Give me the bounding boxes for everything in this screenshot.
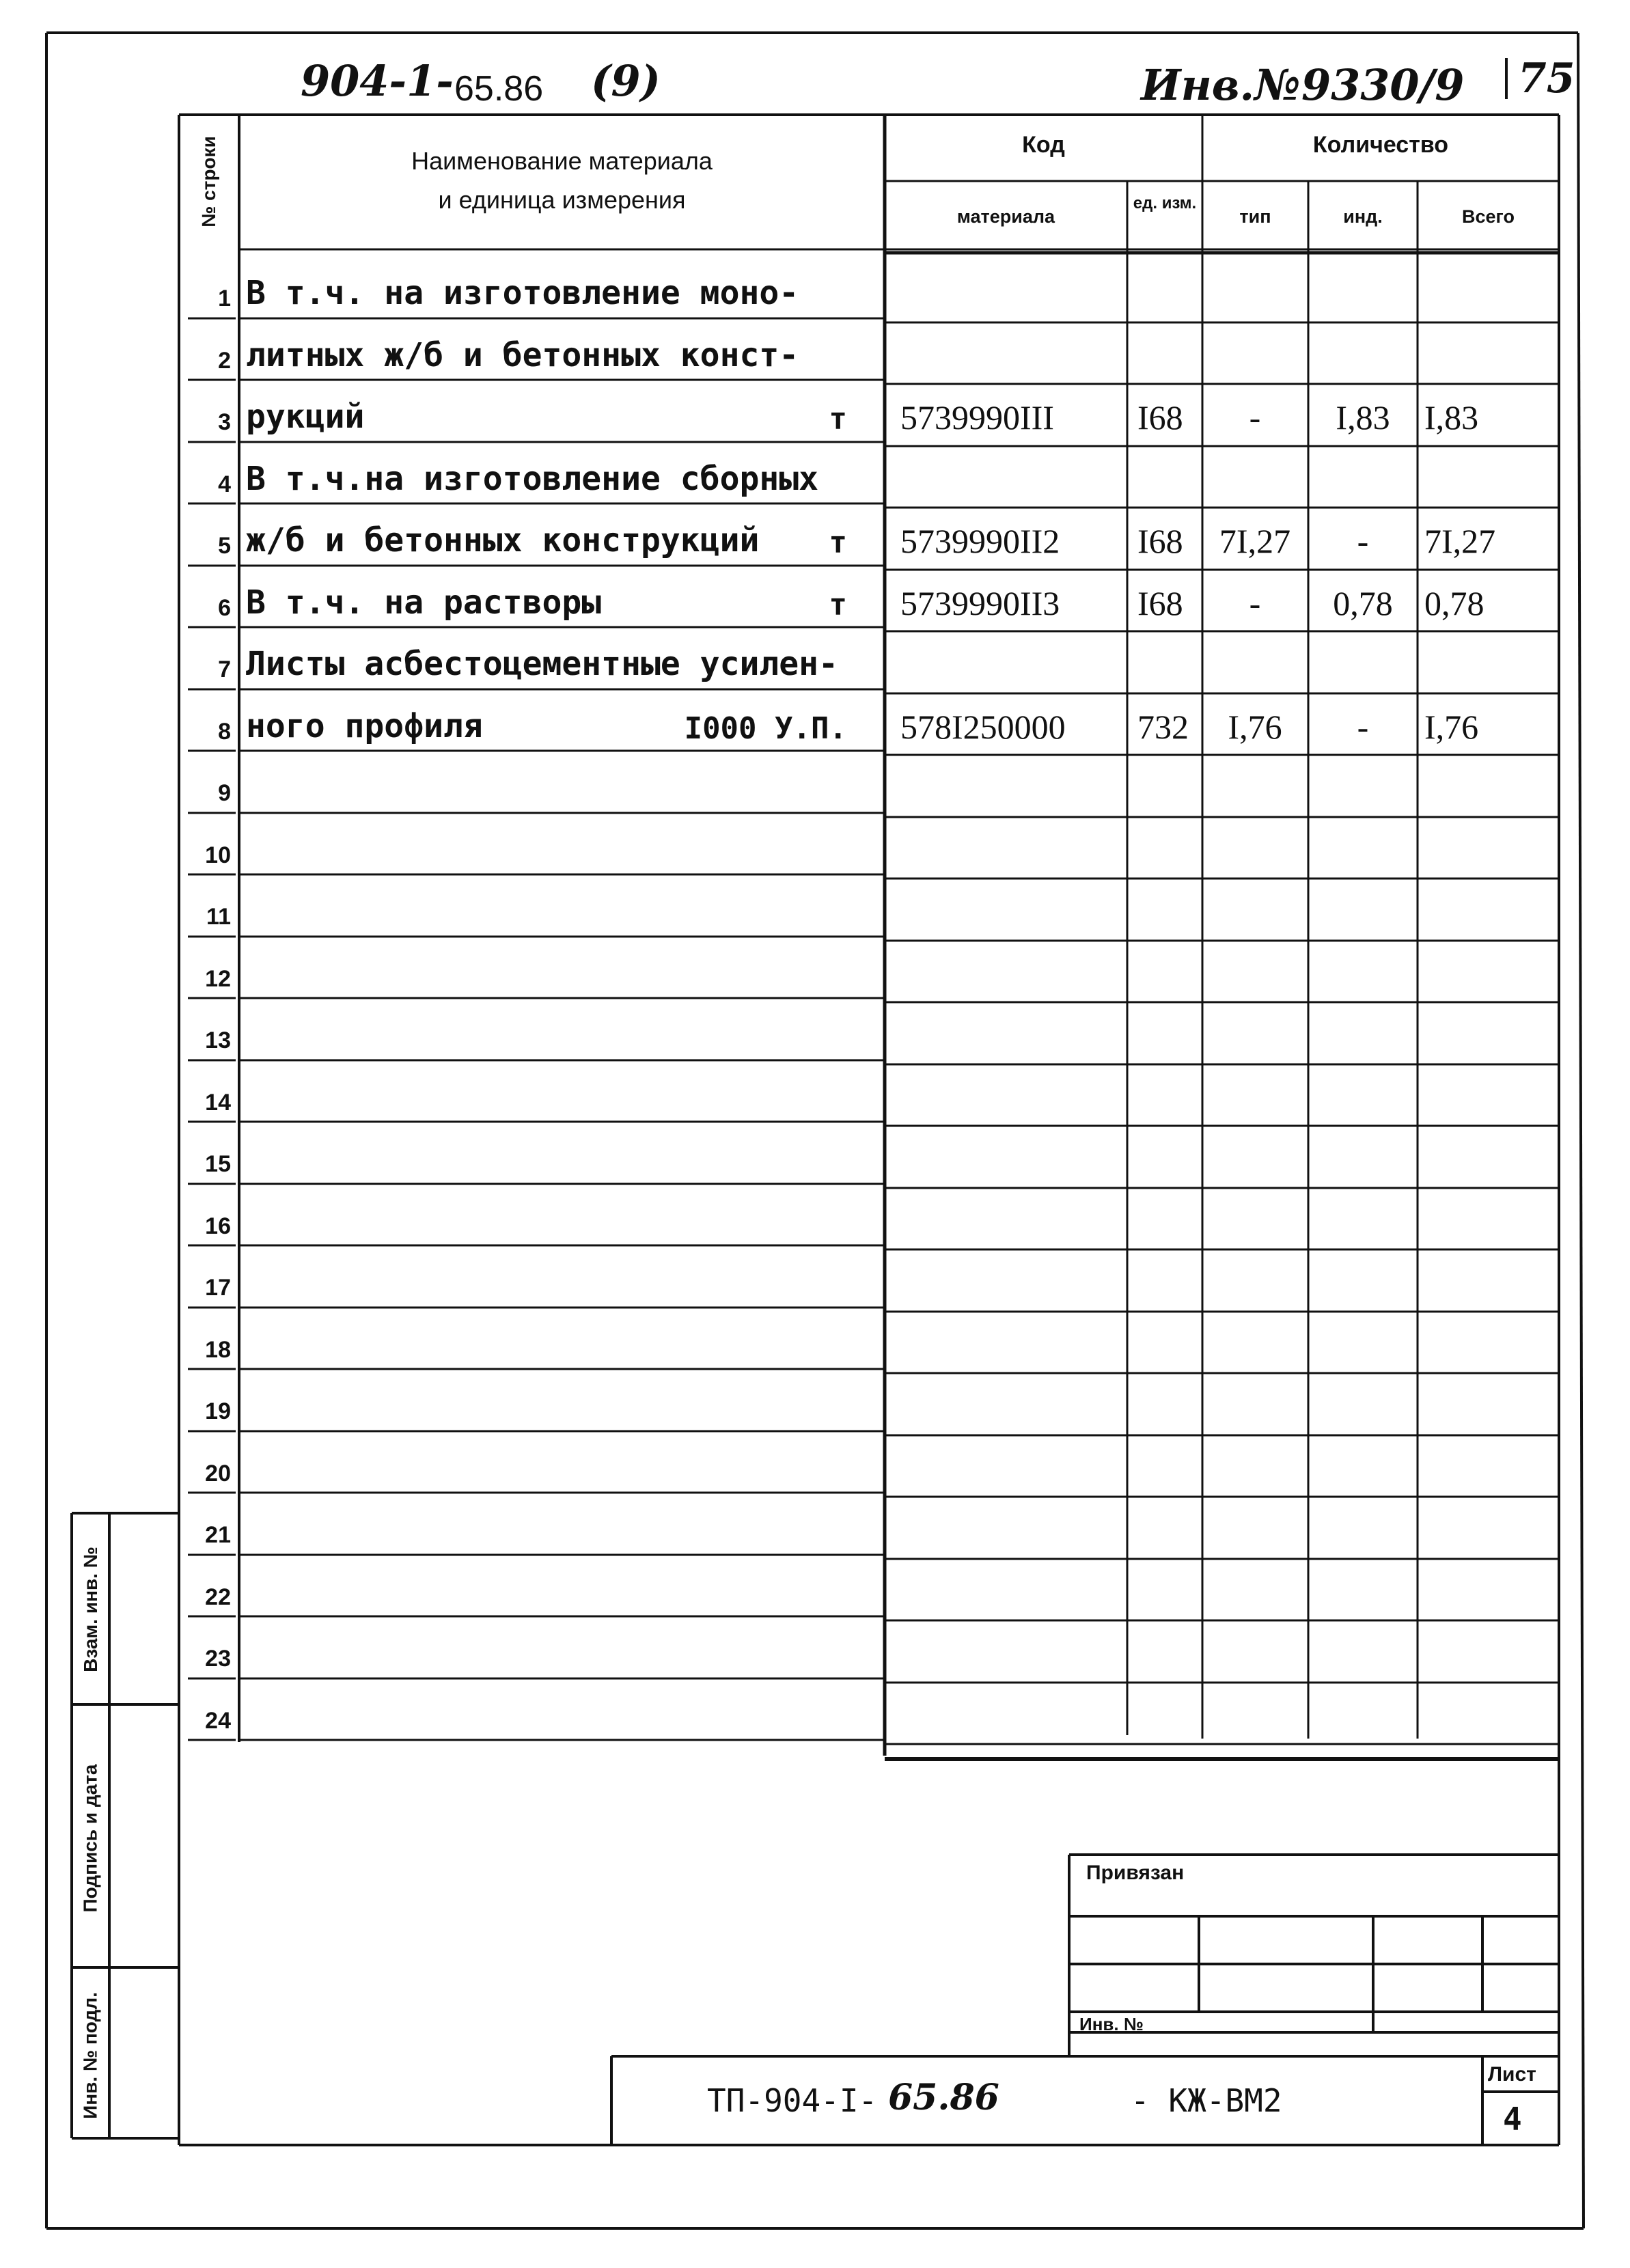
doc-number-suffix: (9) [591, 56, 661, 106]
header-row-number-cell [179, 115, 239, 249]
material-name: Листы асбестоцементные усилен- [246, 645, 838, 683]
inv-orig-label: Инв. № подл. [79, 1992, 101, 2119]
row-number: 14 [205, 1090, 231, 1116]
row-number: 6 [218, 595, 231, 621]
unit-label: т [829, 587, 847, 622]
row-number: 17 [205, 1275, 231, 1301]
qty-type: 7I,27 [1219, 522, 1291, 560]
header-code-material: материала [956, 206, 1055, 227]
row-number: 22 [205, 1584, 231, 1610]
material-code: 5739990II3 [900, 584, 1060, 622]
row-number: 15 [205, 1151, 231, 1177]
qty-total: I,83 [1424, 398, 1479, 437]
qty-type: - [1249, 398, 1261, 437]
row-number: 7 [218, 656, 231, 682]
material-code: 5739990II2 [900, 522, 1060, 560]
qty-total: I,76 [1424, 708, 1479, 746]
header-qty-type: тип [1239, 206, 1271, 227]
doc-number-typed: 65.86 [454, 69, 544, 109]
row-number: 16 [205, 1213, 231, 1239]
row-number: 11 [206, 904, 231, 930]
inventory-number: 9330/9 [1301, 60, 1465, 110]
row-number: 1 [218, 286, 231, 312]
row-number: 20 [205, 1461, 231, 1486]
row-number: 9 [218, 780, 231, 806]
material-name: В т.ч.на изготовление сборных [246, 460, 819, 498]
row-number: 4 [218, 471, 231, 497]
qty-ind: - [1357, 708, 1369, 746]
row-number: 13 [205, 1027, 231, 1053]
row-number: 23 [205, 1646, 231, 1672]
header-row-number: № строки [198, 136, 219, 227]
qty-type: I,76 [1228, 708, 1282, 746]
doc-number-handwritten: 904-1- [301, 56, 454, 106]
unit-label: т [829, 402, 847, 437]
unit-code: I68 [1137, 522, 1183, 560]
qty-ind: I,83 [1336, 398, 1390, 437]
bound-label: Привязан [1086, 1862, 1185, 1884]
qty-total: 7I,27 [1424, 522, 1496, 560]
row-number: 10 [205, 842, 231, 868]
material-code: 5739990III [900, 398, 1054, 437]
header-quantity: Количество [1312, 132, 1449, 158]
title-inv-label: Инв. № [1079, 2014, 1144, 2034]
qty-total: 0,78 [1424, 584, 1484, 622]
material-name: В т.ч. на изготовление моно- [246, 274, 799, 312]
doc-code-prefix: ТП-904-I- [707, 2082, 878, 2119]
header-code-unit: ед. изм. [1133, 194, 1197, 212]
replace-inv-label: Взам. инв. № [80, 1547, 101, 1672]
row-number: 8 [218, 719, 231, 745]
sheet-label: Лист [1488, 2063, 1536, 2086]
row-number: 24 [205, 1708, 231, 1734]
row-number: 18 [205, 1337, 231, 1363]
row-number: 21 [205, 1522, 231, 1548]
qty-ind: - [1357, 522, 1369, 560]
material-code: 578I250000 [900, 708, 1066, 746]
row-number: 19 [205, 1398, 231, 1424]
material-name: В т.ч. на растворы [246, 583, 602, 622]
unit-label: I000 У.П. [684, 711, 847, 746]
header-name-line1: Наименование материала [411, 147, 713, 175]
unit-code: 732 [1137, 708, 1189, 746]
header-qty-total: Всего [1462, 206, 1515, 227]
unit-label: т [829, 525, 847, 560]
sheet-number: 4 [1503, 2101, 1522, 2138]
unit-code: I68 [1137, 584, 1183, 622]
inventory-label: Инв.№ [1141, 60, 1301, 110]
qty-type: - [1249, 584, 1261, 622]
doc-code-handwritten: 65.86 [888, 2077, 999, 2118]
row-number: 5 [218, 533, 231, 559]
row-number: 12 [205, 966, 231, 992]
page-number: 75 [1518, 55, 1575, 102]
header-code: Код [1022, 132, 1065, 158]
material-name: литных ж/б и бетонных конст- [246, 336, 799, 374]
material-name: рукций [246, 398, 365, 436]
material-name: ного профиля [246, 707, 483, 745]
header-qty-ind: инд. [1343, 206, 1383, 227]
material-name: ж/б и бетонных конструкций [246, 521, 760, 559]
unit-code: I68 [1137, 398, 1183, 437]
sign-date-label: Подпись и дата [79, 1764, 101, 1913]
qty-ind: 0,78 [1333, 584, 1393, 622]
row-number: 3 [218, 409, 231, 435]
header-name-line2: и единица измерения [438, 186, 686, 214]
doc-code-suffix: - КЖ-ВМ2 [1131, 2082, 1282, 2119]
side-stamp [72, 1513, 109, 2138]
row-number: 2 [218, 348, 231, 374]
